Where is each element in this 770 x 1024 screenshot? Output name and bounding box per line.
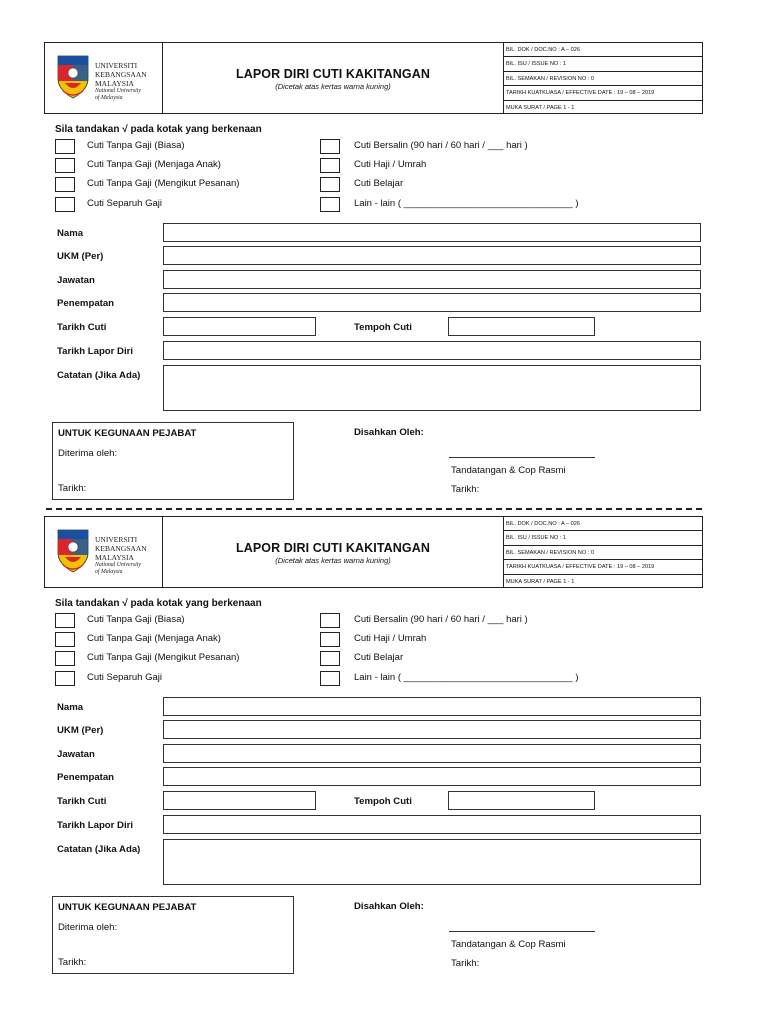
option-label: Cuti Tanpa Gaji (Biasa)	[87, 614, 185, 625]
option-label: Cuti Tanpa Gaji (Mengikut Pesanan)	[87, 178, 240, 189]
option-label: Lain - lain ( ________________________________ )	[354, 672, 579, 683]
option-label: Cuti Haji / Umrah	[354, 159, 427, 170]
university-en: of Malaysia	[95, 568, 123, 575]
ukm-field[interactable]	[163, 246, 701, 265]
option-label: Lain - lain ( ________________________________ )	[354, 198, 579, 209]
option-label: Cuti Belajar	[354, 652, 404, 663]
university-name	[95, 62, 147, 101]
option-label: Cuti Tanpa Gaji (Mengikut Pesanan)	[87, 652, 240, 663]
approval-date: Tarikh:	[451, 484, 480, 495]
label-nama: Nama	[57, 702, 84, 713]
signature-line	[449, 457, 595, 458]
label-jawatan: Jawatan	[57, 275, 95, 286]
doc-meta	[504, 43, 702, 113]
signature-label: Tandatangan & Cop Rasmi	[451, 465, 566, 476]
university-name	[95, 536, 147, 575]
doc-no: BIL. DOK / DOC.NO : A – 026	[504, 517, 702, 531]
checkbox[interactable]	[55, 671, 75, 686]
checkbox[interactable]	[320, 671, 340, 686]
checkbox[interactable]	[55, 158, 75, 173]
office-title: UNTUK KEGUNAAN PEJABAT	[58, 902, 197, 913]
label-catatan: Catatan (Jika Ada)	[57, 844, 141, 855]
university-en: National University	[95, 88, 141, 95]
form-header	[44, 516, 703, 588]
jawatan-field[interactable]	[163, 744, 701, 763]
university-line: KEBANGSAAN	[95, 69, 147, 79]
tarikh-cuti-field[interactable]	[163, 791, 316, 810]
university-line: MALAYSIA	[95, 78, 134, 88]
label-penempatan: Penempatan	[57, 298, 115, 309]
issue-no: BIL. ISU / ISSUE NO : 1	[504, 531, 702, 545]
label-ukm: UKM (Per)	[57, 725, 104, 736]
logo-cell	[45, 43, 163, 113]
checkbox[interactable]	[320, 197, 340, 212]
label-penempatan: Penempatan	[57, 772, 115, 783]
tempoh-cuti-field[interactable]	[448, 791, 595, 810]
option-label: Cuti Belajar	[354, 178, 404, 189]
checkbox[interactable]	[55, 177, 75, 192]
checkbox[interactable]	[55, 139, 75, 154]
option-label: Cuti Separuh Gaji	[87, 198, 162, 209]
form-copy-1	[0, 0, 770, 510]
title-cell	[163, 517, 504, 587]
effective-date: TARIKH KUATKUASA / EFFECTIVE DATE : 19 – 08 – 2019	[504, 86, 702, 100]
checkbox[interactable]	[55, 651, 75, 666]
university-line: MALAYSIA	[95, 552, 134, 562]
option-label: Cuti Separuh Gaji	[87, 672, 162, 683]
doc-meta	[504, 517, 702, 587]
label-tarikh-lapor: Tarikh Lapor Diri	[57, 346, 134, 357]
signature-label: Tandatangan & Cop Rasmi	[451, 939, 566, 950]
university-en: of Malaysia	[95, 94, 123, 101]
university-line: UNIVERSITI	[95, 61, 138, 70]
office-date: Tarikh:	[58, 483, 87, 494]
ukm-crest-icon	[55, 53, 91, 101]
received-by: Diterima oleh:	[58, 448, 118, 459]
form-header	[44, 42, 703, 114]
tempoh-cuti-field[interactable]	[448, 317, 595, 336]
penempatan-field[interactable]	[163, 767, 701, 786]
office-use-box	[52, 896, 294, 974]
checkbox[interactable]	[320, 632, 340, 647]
label-catatan: Catatan (Jika Ada)	[57, 370, 141, 381]
checkbox[interactable]	[320, 177, 340, 192]
option-label: Cuti Bersalin (90 hari / 60 hari / ___ hari )	[354, 140, 528, 151]
option-label: Cuti Tanpa Gaji (Menjaga Anak)	[87, 159, 221, 170]
form-title: LAPOR DIRI CUTI KAKITANGAN	[235, 67, 431, 81]
label-tarikh-lapor: Tarikh Lapor Diri	[57, 820, 134, 831]
label-nama: Nama	[57, 228, 84, 239]
university-line: UNIVERSITI	[95, 535, 138, 544]
logo-cell	[45, 517, 163, 587]
option-label: Cuti Haji / Umrah	[354, 633, 427, 644]
checkbox[interactable]	[55, 197, 75, 212]
label-tempoh-cuti: Tempoh Cuti	[354, 796, 412, 807]
option-label: Cuti Tanpa Gaji (Menjaga Anak)	[87, 633, 221, 644]
office-date: Tarikh:	[58, 957, 87, 968]
issue-no: BIL. ISU / ISSUE NO : 1	[504, 57, 702, 71]
title-cell	[163, 43, 504, 113]
ukm-field[interactable]	[163, 720, 701, 739]
received-by: Diterima oleh:	[58, 922, 118, 933]
tarikh-lapor-field[interactable]	[163, 341, 701, 360]
checkbox[interactable]	[55, 613, 75, 628]
form-subtitle: (Dicetak atas kertas warna kuning)	[275, 82, 391, 91]
tarikh-cuti-field[interactable]	[163, 317, 316, 336]
approval-title: Disahkan Oleh:	[354, 901, 424, 912]
label-tarikh-cuti: Tarikh Cuti	[57, 322, 107, 333]
checkbox[interactable]	[320, 139, 340, 154]
tarikh-lapor-field[interactable]	[163, 815, 701, 834]
nama-field[interactable]	[163, 697, 701, 716]
university-en: National University	[95, 562, 141, 569]
checkbox[interactable]	[320, 613, 340, 628]
ukm-crest-icon	[55, 527, 91, 575]
label-tarikh-cuti: Tarikh Cuti	[57, 796, 107, 807]
checkbox[interactable]	[320, 158, 340, 173]
form-copy-2	[0, 474, 770, 1024]
instruction: Sila tandakan √ pada kotak yang berkenaan	[55, 598, 262, 609]
jawatan-field[interactable]	[163, 270, 701, 289]
page-number: MUKA SURAT / PAGE 1 - 1	[506, 104, 575, 111]
signature-line	[449, 931, 595, 932]
office-title: UNTUK KEGUNAAN PEJABAT	[58, 428, 197, 439]
catatan-field[interactable]	[163, 365, 701, 411]
penempatan-field[interactable]	[163, 293, 701, 312]
university-line: KEBANGSAAN	[95, 543, 147, 553]
effective-date: TARIKH KUATKUASA / EFFECTIVE DATE : 19 – 08 – 2019	[504, 560, 702, 574]
label-jawatan: Jawatan	[57, 749, 95, 760]
option-label: Cuti Bersalin (90 hari / 60 hari / ___ hari )	[354, 614, 528, 625]
checkbox[interactable]	[55, 632, 75, 647]
nama-field[interactable]	[163, 223, 701, 242]
option-label: Cuti Tanpa Gaji (Biasa)	[87, 140, 185, 151]
page-number: MUKA SURAT / PAGE 1 - 1	[506, 578, 575, 585]
label-tempoh-cuti: Tempoh Cuti	[354, 322, 412, 333]
checkbox[interactable]	[320, 651, 340, 666]
form-title: LAPOR DIRI CUTI KAKITANGAN	[235, 541, 431, 555]
revision-no: BIL. SEMAKAN / REVISION NO : 0	[504, 72, 702, 86]
doc-no: BIL. DOK / DOC.NO : A – 026	[504, 43, 702, 57]
catatan-field[interactable]	[163, 839, 701, 885]
label-ukm: UKM (Per)	[57, 251, 104, 262]
instruction: Sila tandakan √ pada kotak yang berkenaan	[55, 124, 262, 135]
form-subtitle: (Dicetak atas kertas warna kuning)	[275, 556, 391, 565]
approval-title: Disahkan Oleh:	[354, 427, 424, 438]
approval-date: Tarikh:	[451, 958, 480, 969]
revision-no: BIL. SEMAKAN / REVISION NO : 0	[504, 546, 702, 560]
